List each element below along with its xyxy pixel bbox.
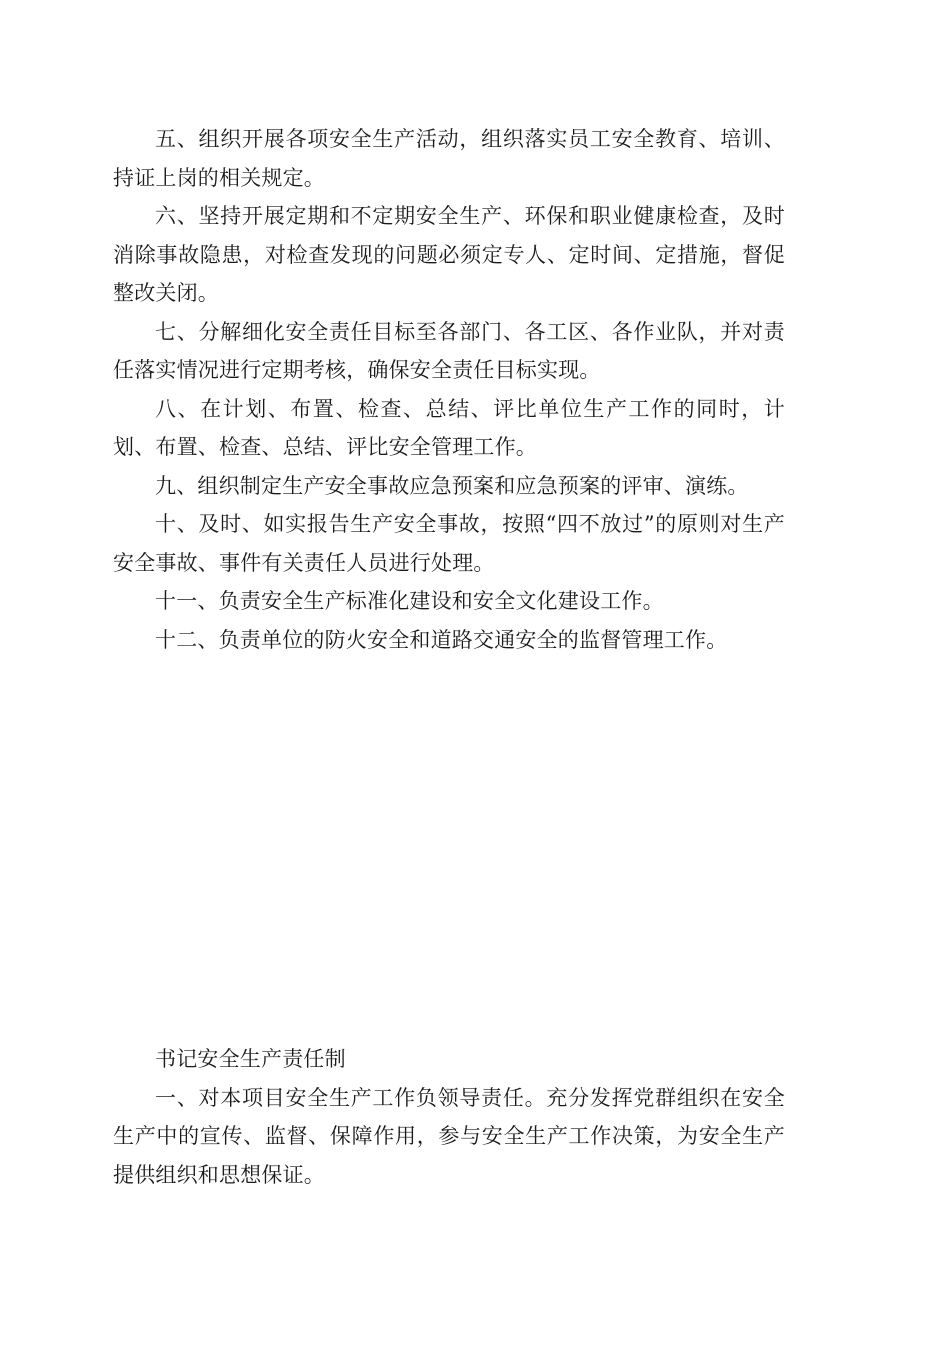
secretary-responsibility-section bbox=[113, 1040, 785, 1194]
paragraph-item-5: 五、组织开展各项安全生产活动，组织落实员工安全教育、培训、持证上岗的相关规定。 bbox=[113, 127, 785, 190]
paragraph-item-7: 七、分解细化安全责任目标至各部门、各工区、各作业队，并对责任落实情况进行定期考核，确保安全责任目标实现。 bbox=[113, 319, 785, 382]
paragraph-item-8: 八、在计划、布置、检查、总结、评比单位生产工作的同时，计划、布置、检查、总结、评比安全管理工作。 bbox=[113, 396, 785, 459]
paragraph-item-6: 六、坚持开展定期和不定期安全生产、环保和职业健康检查，及时消除事故隐患，对检查发现的问题必须定专人、定时间、定措施，督促整改关闭。 bbox=[113, 204, 785, 305]
paragraph-item-10: 十、及时、如实报告生产安全事故，按照“四不放过”的原则对生产安全事故、事件有关责任人员进行处理。 bbox=[113, 512, 785, 575]
responsibility-list-continued bbox=[113, 120, 785, 659]
paragraph-item-9: 九、组织制定生产安全事故应急预案和应急预案的评审、演练。 bbox=[155, 473, 749, 498]
paragraph-item-12: 十二、负责单位的防火安全和道路交通安全的监督管理工作。 bbox=[155, 627, 728, 652]
paragraph-item-11: 十一、负责安全生产标准化建设和安全文化建设工作。 bbox=[155, 589, 664, 613]
section-heading: 书记安全生产责任制 bbox=[155, 1047, 346, 1071]
paragraph-item-1: 一、对本项目安全生产工作负领导责任。充分发挥党群组织在安全生产中的宣传、监督、保障作用，参与安全生产工作决策，为安全生产提供组织和思想保证。 bbox=[113, 1085, 785, 1187]
